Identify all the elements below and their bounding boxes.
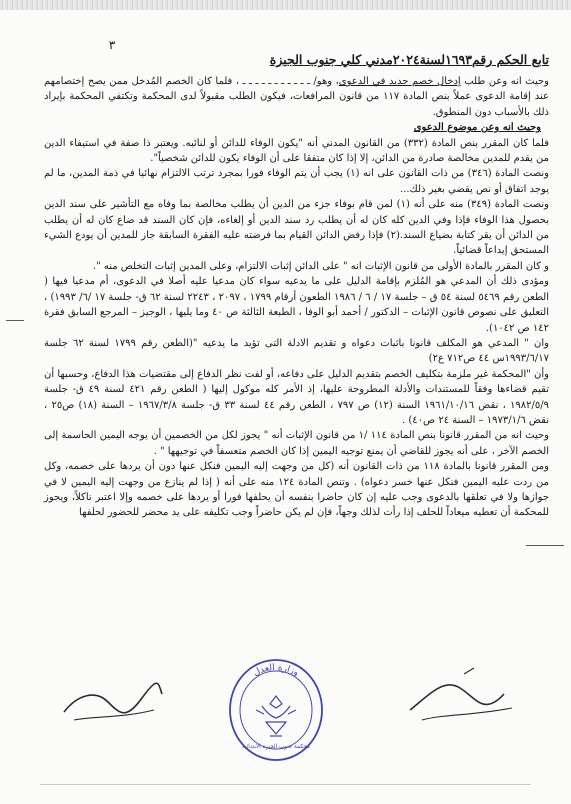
body-paragraph [44,274,549,336]
page-number: ٣ [108,38,116,52]
underlined-text: إدخال خصم جديد في الدعوى [338,76,461,87]
paragraph-text: و كان المقرر بالمادة الأولى من قانون الإثبات انه " على الدائن إثبات الالتزام، وعلى المدين إثبات التخلص منه ". [92,260,549,272]
paragraph-text: ومن المقرر قانونا بالمادة ١١٨ من ذات القانون أنه (كل من وجهت إليه اليمين فنكل عنها دون أن يردها على خصمه، وكل من ردت عليه اليمين فنكل عنها خسر دعواه) . وتنص المادة ١٢٤ منه على أنه ( إذا لم ينازع من وجهت إليه اليمين لا في جوازها ولا في تعلقها بالدعوى وجب عليه إن كان حاضرا بنفسه أن يحلفها فورا أو يردها على خصمه وإلا اعتبر ناكلاً، ويجوز للمحكمة أن تعطيه ميعاداً للحلف إذا رأت لذلك وجهاً، فإن لم يكن حاضراً وجب تكليفه على يد محضر للحضور لحلفها [44,461,549,519]
scan-edge-strip [0,0,571,10]
eagle-emblem-icon [256,696,296,736]
body-paragraph [44,459,549,521]
ministry-seal-stamp [222,652,330,764]
paragraph-text: ونصت المادة (٣٤٩) منه على أنه (١) لمن قام بوفاء جزء من الدين أن يطلب مخالصة بما وفاه مع التأشير على سند الدين بحصول هذا الوفاء فإذا وفي الدين كله كان له أن يطلب رد سند الدين أو إلغاءه، فإن كان السند قد ضاع كان له أن يطلب من الدائن أن يقر كتابة بضياع السند.(٢) فإذا رفض الدائن القيام بما فرضته عليه الفقرة السابقة جاز للمدين أن يودع الشيء المستحق إيداعاً قضائياً. [44,199,549,257]
paragraph-text: ونصت المادة (٣٤٦) من ذات القانون على انه (١) يجب أن يتم الوفاء فورا بمجرد ترتب الالتزام نهائيا في ذمة المدين، ما لم يوجد اتفاق أو نص يقضي بغير ذلك... [44,168,550,195]
body-paragraph [44,259,549,274]
underlined-text: وحيث انه وعن موضوع الدعوى [413,122,541,134]
body-paragraph [44,336,549,367]
paragraph-text: وحيث انه من المقرر قانونا بنص المادة ١١٤ /١ من قانون الإثبات أنه " يجوز لكل من الخصمين أن يوجه اليمين الحاسمة إلى الخصم الآخر ، على أنه يجوز للقاضي أن يمنع توجيه اليمين إذا كان الخصم متعسفاً في توجيهها " . [44,430,549,457]
paragraph-text: ومؤدى ذلك أن المدعي هو المُلزم بإقامة الدليل على ما يدعيه سواء كان مدعيا عليه أصلا في الدعوى، أم مدعيا فيها ( الطعن رقم ٥٤٦٩ لسنة ٥٤ ق – جلسة ١٧ / ٦ / ١٩٨٦ الطعون أرقام ١٧٩٩ ، ٢٠٩٧ ، ٢٢٤٣ لسنة ٦٢ ق- جلسة ١٧ /٦/ ١٩٩٣) ، التعليق على نصوص قانون الإثبات – الدكتور / أحمد أبو الوفا ، الطبعة الثالثة ص ٤٠ وما يليها ، الوجيز – المرجع السابق فقرة ١٤٢ ص ١٠٤٢). [44,276,549,334]
judgment-header: تابع الحكم رقم١٦٩٣لسنة٢٠٢٤مدني كلي جنوب الجيزة [269,52,549,67]
body-paragraph [44,136,549,167]
footer-rule [40,784,531,785]
paragraph-text: وأن "المحكمة غير ملزمة بتكليف الخصم بتقديم الدليل على دفاعه، أو لفت نظر الدفاع إلى مقتضيات هذا الدفاع، وحسبها أن تقيم قضاءها وفقاً للمستندات والأدلة المطروحة عليها، إذ الأمر كله موكول إليها ( الطعن رقم ٤٢١ لسنة ٤٩ ق- جلسة ١٩٨٢/٥/٩ ، نقض ١٩٦١/١٠/١٦ السنة (١٢) ص ٧٩٧ ، الطعن رقم ٤٤ لسنة ٣٣ ق- جلسة ١٩٦٧/٣/٨ – السنة (١٨) ص٢٥ ، نقض ١٩٧٣/١/٦ – السنة ٢٤ ص٤٠) . [44,368,549,426]
margin-mark-right [526,545,564,546]
svg-text:وزارة العدل [252,663,300,679]
paragraph-text: وحيث انه وعن طلب [460,76,549,87]
paragraph-text: فلما كان المقرر بنص المادة (٣٣٢) من القانون المدني أنه "يكون الوفاء للدائن أو لنائبه. ويعتبر ذا صفة في استيفاء الدين من يقدم للمدين مخالصة صادرة من الدائن، إلا إذا كان متفقا على أن الوفاء يكون للدائن شخصياً". [44,137,549,165]
paragraph-text: وان " المدعي هو المكلف قانونا باثبات دعواه و تقديم الادلة التى تؤيد ما يدعيه "(الطعن رقم ١٧٩٩ لسنة ٦٢ جلسة ١٩٩٣/٦/١٧س ٤٤ ص٧١٢ ع٢) [44,337,549,365]
signature-right [400,664,520,730]
paragraph-text: ، وهو/ ـ ـ ـ ـ ـ ـ ـ ـ ـ ـ ـ ، فلما كان الخصم المُدخل ممن يصح إختصامهم عند إقامة الدعوى عملاً بنص المادة ١١٧ من قانون المرافعات، فيكون الطلب مقبولاً لدى المحكمة وتكتفي المحكمة بإيراد ذلك بالأسباب دون المنطوق. [44,76,549,118]
signature-left [56,672,166,732]
body-paragraph [44,74,549,120]
body-paragraph [44,166,549,197]
section-subheading [44,120,549,135]
seal-court-text: محكمة جنوب الجيزة الابتدائية [242,744,310,750]
body-paragraph [44,428,549,459]
seal-arc-text: وزارة العدل [251,662,301,679]
body-paragraph [44,367,549,429]
body-paragraph [44,197,549,259]
margin-mark-left [6,320,24,321]
document-body [44,74,549,521]
